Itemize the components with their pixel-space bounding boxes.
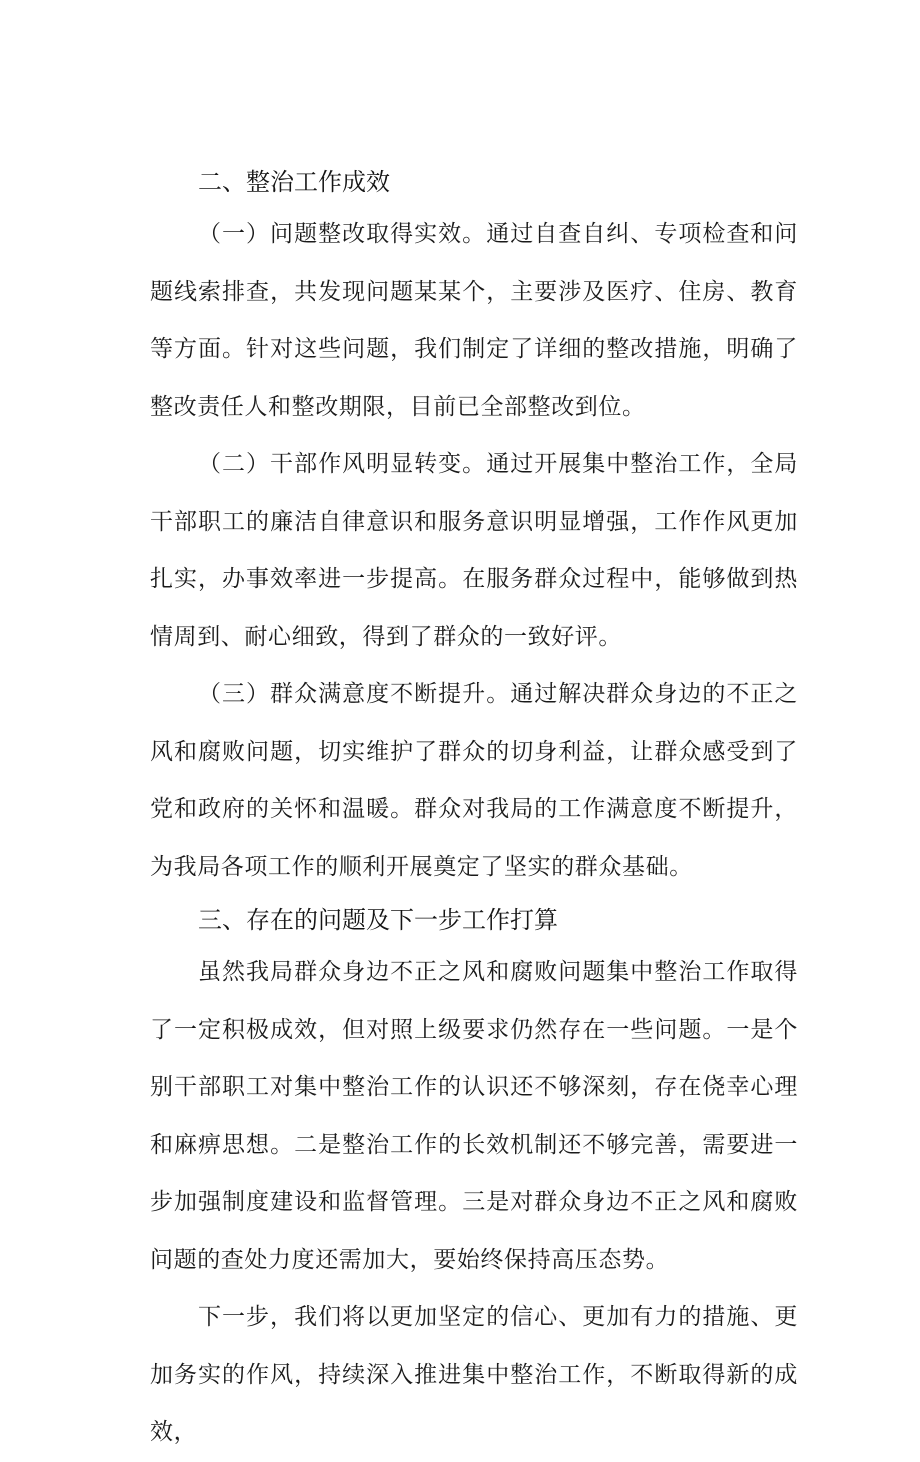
paragraph-satisfaction: （三）群众满意度不断提升。通过解决群众身边的不正之风和腐败问题，切实维护了群众的切身利益，让群众感受到了党和政府的关怀和温暖。群众对我局的工作满意度不断提升，为我局各项工作的顺利开展奠定了坚实的群众基础。 xyxy=(150,681,798,880)
document-body xyxy=(150,158,798,1462)
section-heading-problems: 三、存在的问题及下一步工作打算 xyxy=(198,906,558,934)
section-heading-results: 二、整治工作成效 xyxy=(198,168,390,196)
paragraph-next-steps: 下一步，我们将以更加坚定的信心、更加有力的措施、更加务实的作风，持续深入推进集中整治工作，不断取得新的成效， xyxy=(150,1304,798,1445)
paragraph-work-style: （二）干部作风明显转变。通过开展集中整治工作，全局干部职工的廉洁自律意识和服务意识明显增强，工作作风更加扎实，办事效率进一步提高。在服务群众过程中，能够做到热情周到、耐心细致，得到了群众的一致好评。 xyxy=(150,451,798,650)
paragraph-existing-problems: 虽然我局群众身边不正之风和腐败问题集中整治工作取得了一定积极成效，但对照上级要求仍然存在一些问题。一是个别干部职工对集中整治工作的认识还不够深刻，存在侥幸心理和麻痹思想。二是整治工作的长效机制还不够完善，需要进一步加强制度建设和监督管理。三是对群众身边不正之风和腐败问题的查处力度还需加大，要始终保持高压态势。 xyxy=(150,959,798,1273)
paragraph-rectification: （一）问题整改取得实效。通过自查自纠、专项检查和问题线索排查，共发现问题某某个，主要涉及医疗、住房、教育等方面。针对这些问题，我们制定了详细的整改措施，明确了整改责任人和整改期限，目前已全部整改到位。 xyxy=(150,221,798,420)
